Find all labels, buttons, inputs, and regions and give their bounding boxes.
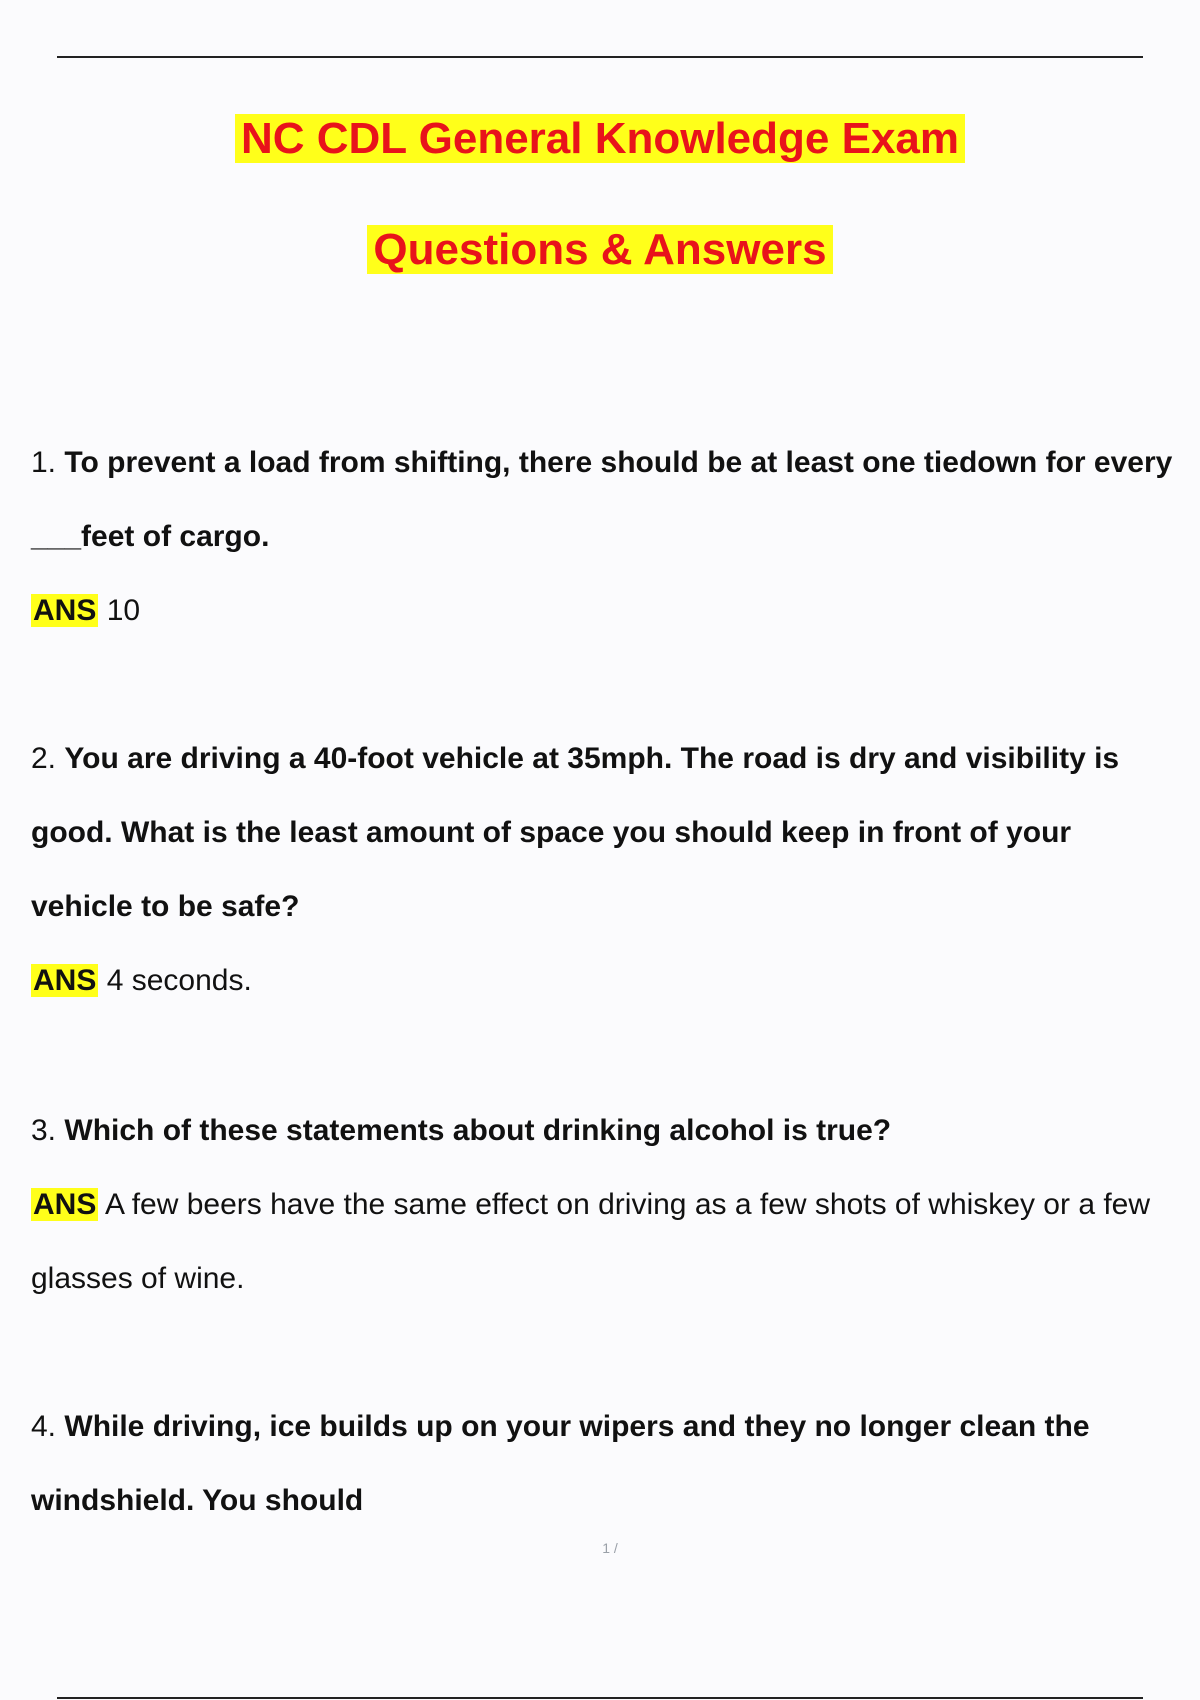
question-text: Which of these statements about drinking alcohol is true? [64, 1114, 892, 1147]
question-4 [31, 1390, 1181, 1538]
answer-text: 4 seconds. [106, 964, 252, 997]
answer-2 [31, 944, 1181, 1018]
question-text: While driving, ice builds up on your wipers and they no longer clean the windshield. You should [31, 1410, 1090, 1517]
answer-1 [31, 574, 1181, 648]
answer-label: ANS [33, 594, 97, 627]
top-rule [57, 56, 1143, 58]
answer-text: A few beers have the same effect on driving as a few shots of whiskey or a few glasses of wine. [31, 1188, 1151, 1295]
question-2 [31, 722, 1181, 944]
question-block-3 [31, 1094, 1181, 1316]
answer-label: ANS [33, 964, 97, 997]
answer-label: ANS [33, 1188, 97, 1221]
question-number: 3. [31, 1114, 57, 1147]
question-number: 4. [31, 1410, 57, 1443]
page-number: 1 / [602, 1540, 618, 1556]
question-text: To prevent a load from shifting, there should be at least one tiedown for every ___feet of cargo. [31, 446, 1173, 553]
question-3 [31, 1094, 1181, 1168]
answer-text: 10 [106, 594, 141, 627]
document-title [0, 111, 1200, 167]
document-title-text: NC CDL General Knowledge Exam [235, 114, 965, 163]
question-block-1 [31, 426, 1181, 648]
question-block-2 [31, 722, 1181, 1018]
question-1 [31, 426, 1181, 574]
answer-3 [31, 1168, 1181, 1316]
question-number: 1. [31, 446, 57, 479]
bottom-rule [57, 1697, 1143, 1699]
question-text: You are driving a 40-foot vehicle at 35mph. The road is dry and visibility is good. What is the least amount of space you should keep in front of your vehicle to be safe? [31, 742, 1120, 923]
question-block-4 [31, 1390, 1181, 1538]
document-subtitle-text: Questions & Answers [367, 225, 832, 274]
question-number: 2. [31, 742, 57, 775]
document-subtitle [0, 222, 1200, 278]
